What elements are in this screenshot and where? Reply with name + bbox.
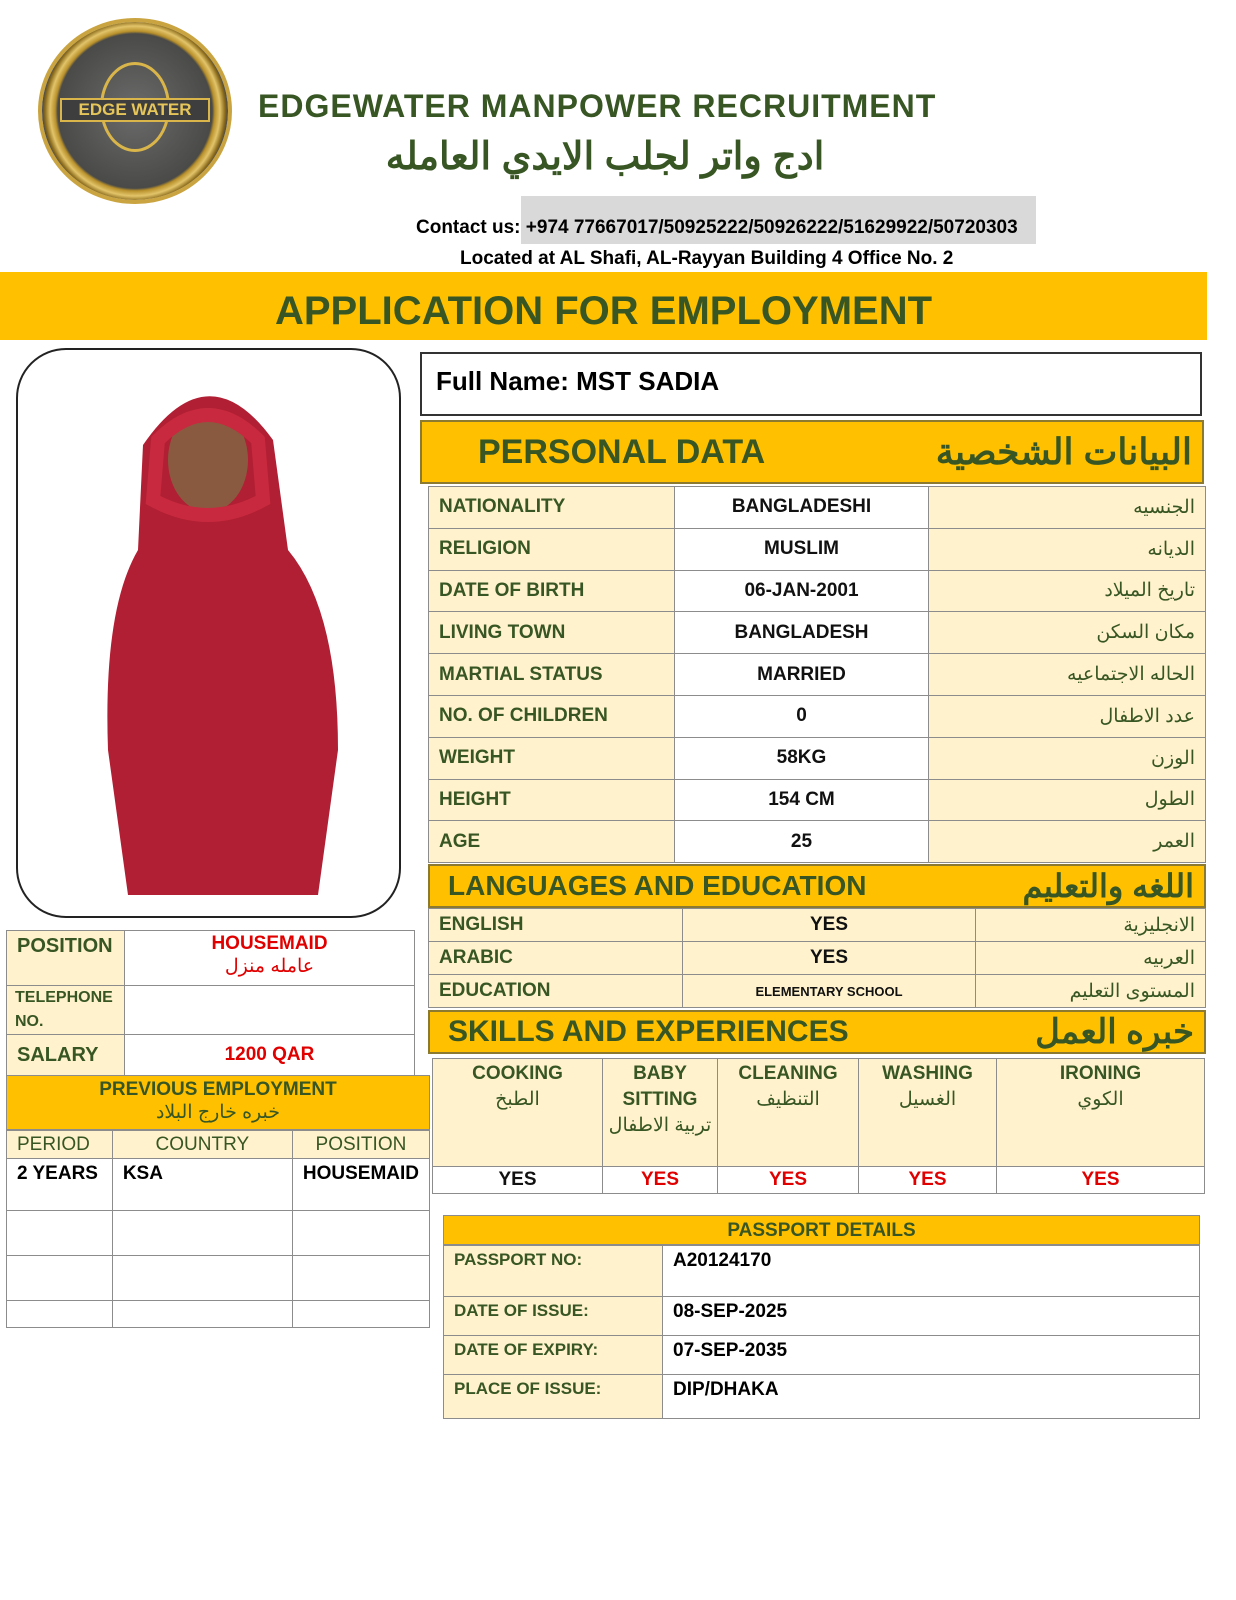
applicant-photo xyxy=(16,348,401,918)
skill-name-ar: الكوي xyxy=(1077,1089,1124,1110)
passport-row xyxy=(444,1297,1200,1336)
field-label-ar: الحاله الاجتماعيه xyxy=(929,654,1206,696)
company-logo xyxy=(42,22,228,200)
company-name-en: EDGEWATER MANPOWER RECRUITMENT xyxy=(258,88,937,124)
previous-cell xyxy=(112,1301,292,1328)
field-label-ar: عدد الاطفال xyxy=(929,695,1206,737)
language-value: ELEMENTARY SCHOOL xyxy=(683,975,976,1008)
passport-label: DATE OF ISSUE: xyxy=(444,1297,663,1336)
passport-value: 08-SEP-2025 xyxy=(663,1297,1200,1336)
position-value xyxy=(125,931,415,986)
skill-value: YES xyxy=(603,1167,718,1194)
applicant-photo-image xyxy=(18,350,401,918)
passport-value: 07-SEP-2035 xyxy=(663,1336,1200,1375)
field-label: NO. OF CHILDREN xyxy=(429,695,675,737)
skill-name: BABY SITTING xyxy=(622,1063,698,1110)
form-title-banner: APPLICATION FOR EMPLOYMENT xyxy=(0,272,1207,340)
language-label: EDUCATION xyxy=(429,975,683,1008)
field-value: 06-JAN-2001 xyxy=(675,570,929,612)
skill-header xyxy=(433,1059,603,1167)
passport-label: PASSPORT NO: xyxy=(444,1246,663,1297)
field-label: RELIGION xyxy=(429,528,675,570)
personal-row xyxy=(429,779,1206,821)
language-label: ARABIC xyxy=(429,942,683,975)
skill-name: COOKING xyxy=(472,1063,563,1084)
languages-title-ar: اللغه والتعليم xyxy=(1022,868,1194,904)
field-value: 154 CM xyxy=(675,779,929,821)
skills-header-row xyxy=(433,1059,1205,1167)
contact-label: Contact us: xyxy=(416,217,521,238)
skill-header xyxy=(718,1059,859,1167)
company-name-ar: ادج واتر لجلب الايدي العامله xyxy=(385,136,825,178)
personal-row xyxy=(429,737,1206,779)
skill-name: CLEANING xyxy=(738,1063,838,1084)
salary-value: 1200 QAR xyxy=(125,1035,415,1076)
previous-cell xyxy=(7,1256,113,1301)
field-label-ar: الطول xyxy=(929,779,1206,821)
skills-table xyxy=(432,1058,1205,1194)
skill-name-ar: تربية الاطفال xyxy=(608,1115,712,1136)
previous-cell xyxy=(7,1211,113,1256)
field-label: AGE xyxy=(429,821,675,863)
field-value: BANGLADESHI xyxy=(675,487,929,529)
previous-row xyxy=(7,1256,430,1301)
skills-title-en: SKILLS AND EXPERIENCES xyxy=(448,1015,849,1048)
personal-row xyxy=(429,487,1206,529)
language-row xyxy=(429,942,1206,975)
position-value-ar: عامله منزل xyxy=(224,956,315,977)
personal-row xyxy=(429,612,1206,654)
personal-title-en: PERSONAL DATA xyxy=(478,432,766,471)
previous-cell xyxy=(292,1211,429,1256)
passport-row xyxy=(444,1375,1200,1419)
skill-header xyxy=(997,1059,1205,1167)
previous-cell: KSA xyxy=(112,1159,292,1211)
personal-row xyxy=(429,528,1206,570)
location: Located at AL Shafi, AL-Rayyan Building 4 Office No. 2 xyxy=(460,248,954,269)
salary-label: SALARY xyxy=(7,1035,125,1076)
contact-numbers: +974 77667017/50925222/50926222/51629922/50720303 xyxy=(525,217,1018,238)
language-row xyxy=(429,909,1206,942)
logo-center-text: EDGE WATER xyxy=(60,98,210,122)
language-label-ar: العربيه xyxy=(976,942,1206,975)
personal-row xyxy=(429,695,1206,737)
column-header: COUNTRY xyxy=(112,1131,292,1159)
skill-name-ar: الغسيل xyxy=(898,1089,957,1110)
previous-cell xyxy=(292,1256,429,1301)
field-label: WEIGHT xyxy=(429,737,675,779)
previous-row xyxy=(7,1211,430,1256)
field-label: HEIGHT xyxy=(429,779,675,821)
telephone-label: TELEPHONE NO. xyxy=(7,986,125,1035)
skill-header xyxy=(859,1059,997,1167)
language-label-ar: الانجليزية xyxy=(976,909,1206,942)
skill-name: IRONING xyxy=(1059,1063,1142,1084)
language-row xyxy=(429,975,1206,1008)
position-value-en: HOUSEMAID xyxy=(211,933,328,954)
passport-label: DATE OF EXPIRY: xyxy=(444,1336,663,1375)
skill-name: WASHING xyxy=(882,1063,973,1084)
skills-title-ar: خبره العمل xyxy=(1035,1013,1194,1051)
field-label-ar: تاريخ الميلاد xyxy=(929,570,1206,612)
personal-title-ar: البيانات الشخصية xyxy=(935,431,1192,472)
passport-row xyxy=(444,1246,1200,1297)
field-value: 25 xyxy=(675,821,929,863)
previous-cell: 2 YEARS xyxy=(7,1159,113,1211)
field-label: NATIONALITY xyxy=(429,487,675,529)
previous-title-ar: خبره خارج البلاد xyxy=(155,1102,281,1123)
language-label: ENGLISH xyxy=(429,909,683,942)
previous-employment-header xyxy=(6,1075,430,1130)
previous-columns-row xyxy=(7,1131,430,1159)
field-label: LIVING TOWN xyxy=(429,612,675,654)
previous-cell: HOUSEMAID xyxy=(292,1159,429,1211)
skills-header xyxy=(428,1010,1206,1054)
previous-cell xyxy=(7,1301,113,1328)
position-table xyxy=(6,930,415,1076)
passport-header: PASSPORT DETAILS xyxy=(443,1215,1200,1245)
field-value: MUSLIM xyxy=(675,528,929,570)
personal-row xyxy=(429,570,1206,612)
language-value: YES xyxy=(683,942,976,975)
personal-data-table xyxy=(428,486,1206,863)
previous-row xyxy=(7,1159,430,1211)
previous-cell xyxy=(112,1256,292,1301)
field-label-ar: الجنسيه xyxy=(929,487,1206,529)
language-value: YES xyxy=(683,909,976,942)
skills-value-row xyxy=(433,1167,1205,1194)
telephone-value xyxy=(125,986,415,1035)
field-label-ar: الوزن xyxy=(929,737,1206,779)
passport-label: PLACE OF ISSUE: xyxy=(444,1375,663,1419)
languages-header xyxy=(428,864,1206,908)
skill-name-ar: التنظيف xyxy=(756,1089,820,1110)
position-label: POSITION xyxy=(7,931,125,986)
personal-row xyxy=(429,821,1206,863)
personal-data-header xyxy=(420,420,1204,484)
passport-value: A20124170 xyxy=(663,1246,1200,1297)
skill-name-ar: الطبخ xyxy=(495,1089,540,1110)
field-label: DATE OF BIRTH xyxy=(429,570,675,612)
contact-line xyxy=(416,217,1018,239)
column-header: PERIOD xyxy=(7,1131,113,1159)
previous-cell xyxy=(292,1301,429,1328)
field-value: MARRIED xyxy=(675,654,929,696)
field-value: 58KG xyxy=(675,737,929,779)
skill-value: YES xyxy=(718,1167,859,1194)
field-label-ar: الديانه xyxy=(929,528,1206,570)
previous-row xyxy=(7,1301,430,1328)
field-label: MARTIAL STATUS xyxy=(429,654,675,696)
previous-employment-table xyxy=(6,1130,430,1328)
field-label-ar: العمر xyxy=(929,821,1206,863)
skill-value: YES xyxy=(433,1167,603,1194)
passport-value: DIP/DHAKA xyxy=(663,1375,1200,1419)
skill-value: YES xyxy=(859,1167,997,1194)
full-name: Full Name: MST SADIA xyxy=(420,352,1202,416)
field-value: BANGLADESH xyxy=(675,612,929,654)
passport-row xyxy=(444,1336,1200,1375)
language-label-ar: المستوى التعليم xyxy=(976,975,1206,1008)
previous-title-en: PREVIOUS EMPLOYMENT xyxy=(99,1079,337,1100)
passport-table xyxy=(443,1245,1200,1419)
languages-title-en: LANGUAGES AND EDUCATION xyxy=(448,870,867,901)
personal-row xyxy=(429,654,1206,696)
field-label-ar: مكان السكن xyxy=(929,612,1206,654)
skill-value: YES xyxy=(997,1167,1205,1194)
skill-header xyxy=(603,1059,718,1167)
previous-cell xyxy=(112,1211,292,1256)
languages-table xyxy=(428,908,1206,1008)
column-header: POSITION xyxy=(292,1131,429,1159)
field-value: 0 xyxy=(675,695,929,737)
